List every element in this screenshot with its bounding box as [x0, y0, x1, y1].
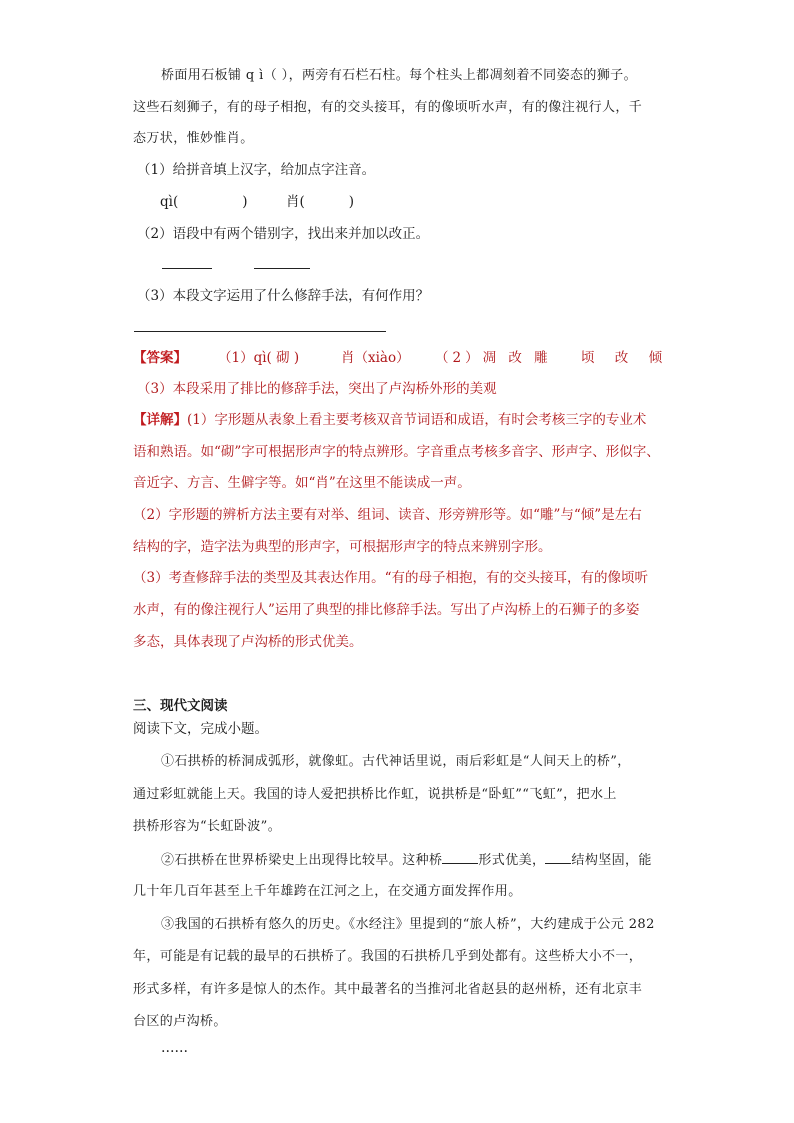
q2-answer-blank-1 — [162, 268, 212, 269]
detail-p3-l2: 水声，有的像注视行人”运用了典型的排比修辞手法。写出了卢沟桥上的石狮子的多姿 — [133, 602, 640, 618]
question-1: （1）给拼音填上汉字，给加点字注音。 — [137, 162, 376, 178]
q3-answer-blank — [134, 331, 386, 332]
q1-pinyin-qi — [160, 193, 248, 211]
para2-blank-2 — [545, 851, 571, 864]
detail-p2-l1: （2）字形题的辨析方法主要有对举、组词、读音、形旁辨形等。如“雕”与“倾”是左右 — [133, 507, 642, 523]
detail-tag: 【详解】 — [133, 412, 187, 428]
detail-line-1 — [133, 411, 646, 429]
detail-p2-l2: 结构的字，造字法为典型的形声字，可根据形声字的特点来辨别字形。 — [133, 539, 552, 555]
passage-line-1: 桥面用石板铺 q ì（ ），两旁有石栏石柱。每个柱头上都凋刻着不同姿态的狮子。 — [161, 68, 637, 83]
para3-line-3: 形式多样，有许多是惊人的杰作。其中最著名的当推河北省赵县的赵州桥，还有北京丰 — [133, 982, 643, 997]
detail-p1-l1: (1）字形题从表象上看主要考核双音节词语和成语，有时会考核三字的专业术 — [187, 412, 647, 428]
answer-1: （1）qì( 砌 ) — [218, 350, 300, 366]
q1-qi-close: ) — [242, 194, 248, 210]
passage-line-2: 这些石刻狮子，有的母子相抱，有的交头接耳，有的像顷听水声，有的像注视行人，千 — [133, 100, 643, 115]
para2-text-c: 结构坚固，能 — [571, 853, 652, 868]
passage-line-3: 态万状，惟妙惟肖。 — [133, 131, 254, 146]
q1-xiao — [286, 193, 354, 211]
para1-line-1: ①石拱桥的桥洞成弧形，就像虹。古代神话里说，雨后彩虹是“人间天上的桥”， — [161, 754, 631, 769]
answer-3: （3）本段采用了排比的修辞手法，突出了卢沟桥外形的美观 — [137, 381, 497, 397]
para3-line-4: 台区的卢沟桥。 — [133, 1014, 227, 1029]
section-3-instruction: 阅读下文，完成小题。 — [133, 721, 268, 737]
q1-xiao-close: ) — [348, 194, 355, 210]
q2-answer-blank-2 — [254, 268, 310, 269]
question-2: （2）语段中有两个错别字，找出来并加以改正。 — [137, 226, 430, 242]
answer-2: （2）凋 改 雕 — [435, 350, 552, 366]
para2-text-a: ②石拱桥在世界桥梁史上出现得比较早。这种桥 — [161, 853, 443, 868]
ellipsis: …… — [161, 1040, 188, 1056]
answer-2b: 顷 改 倾 — [581, 350, 671, 366]
detail-p3-l3: 多态，具体表现了卢沟桥的形式优美。 — [133, 634, 363, 650]
para2-blank-1 — [442, 851, 478, 864]
q1-qi-label: qì( — [160, 194, 179, 210]
answer-tag: 【答案】 — [133, 350, 187, 366]
para2-text-b: 形式优美， — [478, 853, 546, 868]
question-3: （3）本段文字运用了什么修辞手法，有何作用？ — [137, 288, 430, 304]
para1-line-3: 拱桥形容为“长虹卧波”。 — [133, 819, 282, 834]
para2-line-1 — [161, 851, 652, 870]
para1-line-2: 通过彩虹就能上天。我国的诗人爱把拱桥比作虹，说拱桥是“卧虹”“飞虹”，把水上 — [133, 787, 617, 802]
section-3-title: 三、现代文阅读 — [133, 698, 228, 714]
para3-line-1: ③我国的石拱桥有悠久的历史。《水经注》里提到的“旅人桥”，大约建成于公元 282 — [161, 917, 655, 932]
detail-p3-l1: （3）考查修辞手法的类型及其表达作用。“有的母子相抱，有的交头接耳，有的像顷听 — [133, 570, 648, 586]
answer-1-xiao: 肖（xiào） — [341, 350, 410, 366]
para3-line-2: 年，可能是有记载的最早的石拱桥了。我国的石拱桥几乎到处都有。这些桥大小不一， — [133, 949, 643, 964]
q1-xiao-label: 肖( — [286, 194, 305, 210]
para2-line-2: 几十年几百年甚至上千年雄跨在江河之上，在交通方面发挥作用。 — [133, 884, 522, 899]
detail-p1-l3: 音近字、方言、生僻字等。如“肖”在这里不能读成一声。 — [133, 475, 471, 491]
detail-p1-l2: 语和熟语。如“砌”字可根据形声字的特点辨形。字音重点考核多音字、形声字、形似字、 — [133, 444, 660, 460]
